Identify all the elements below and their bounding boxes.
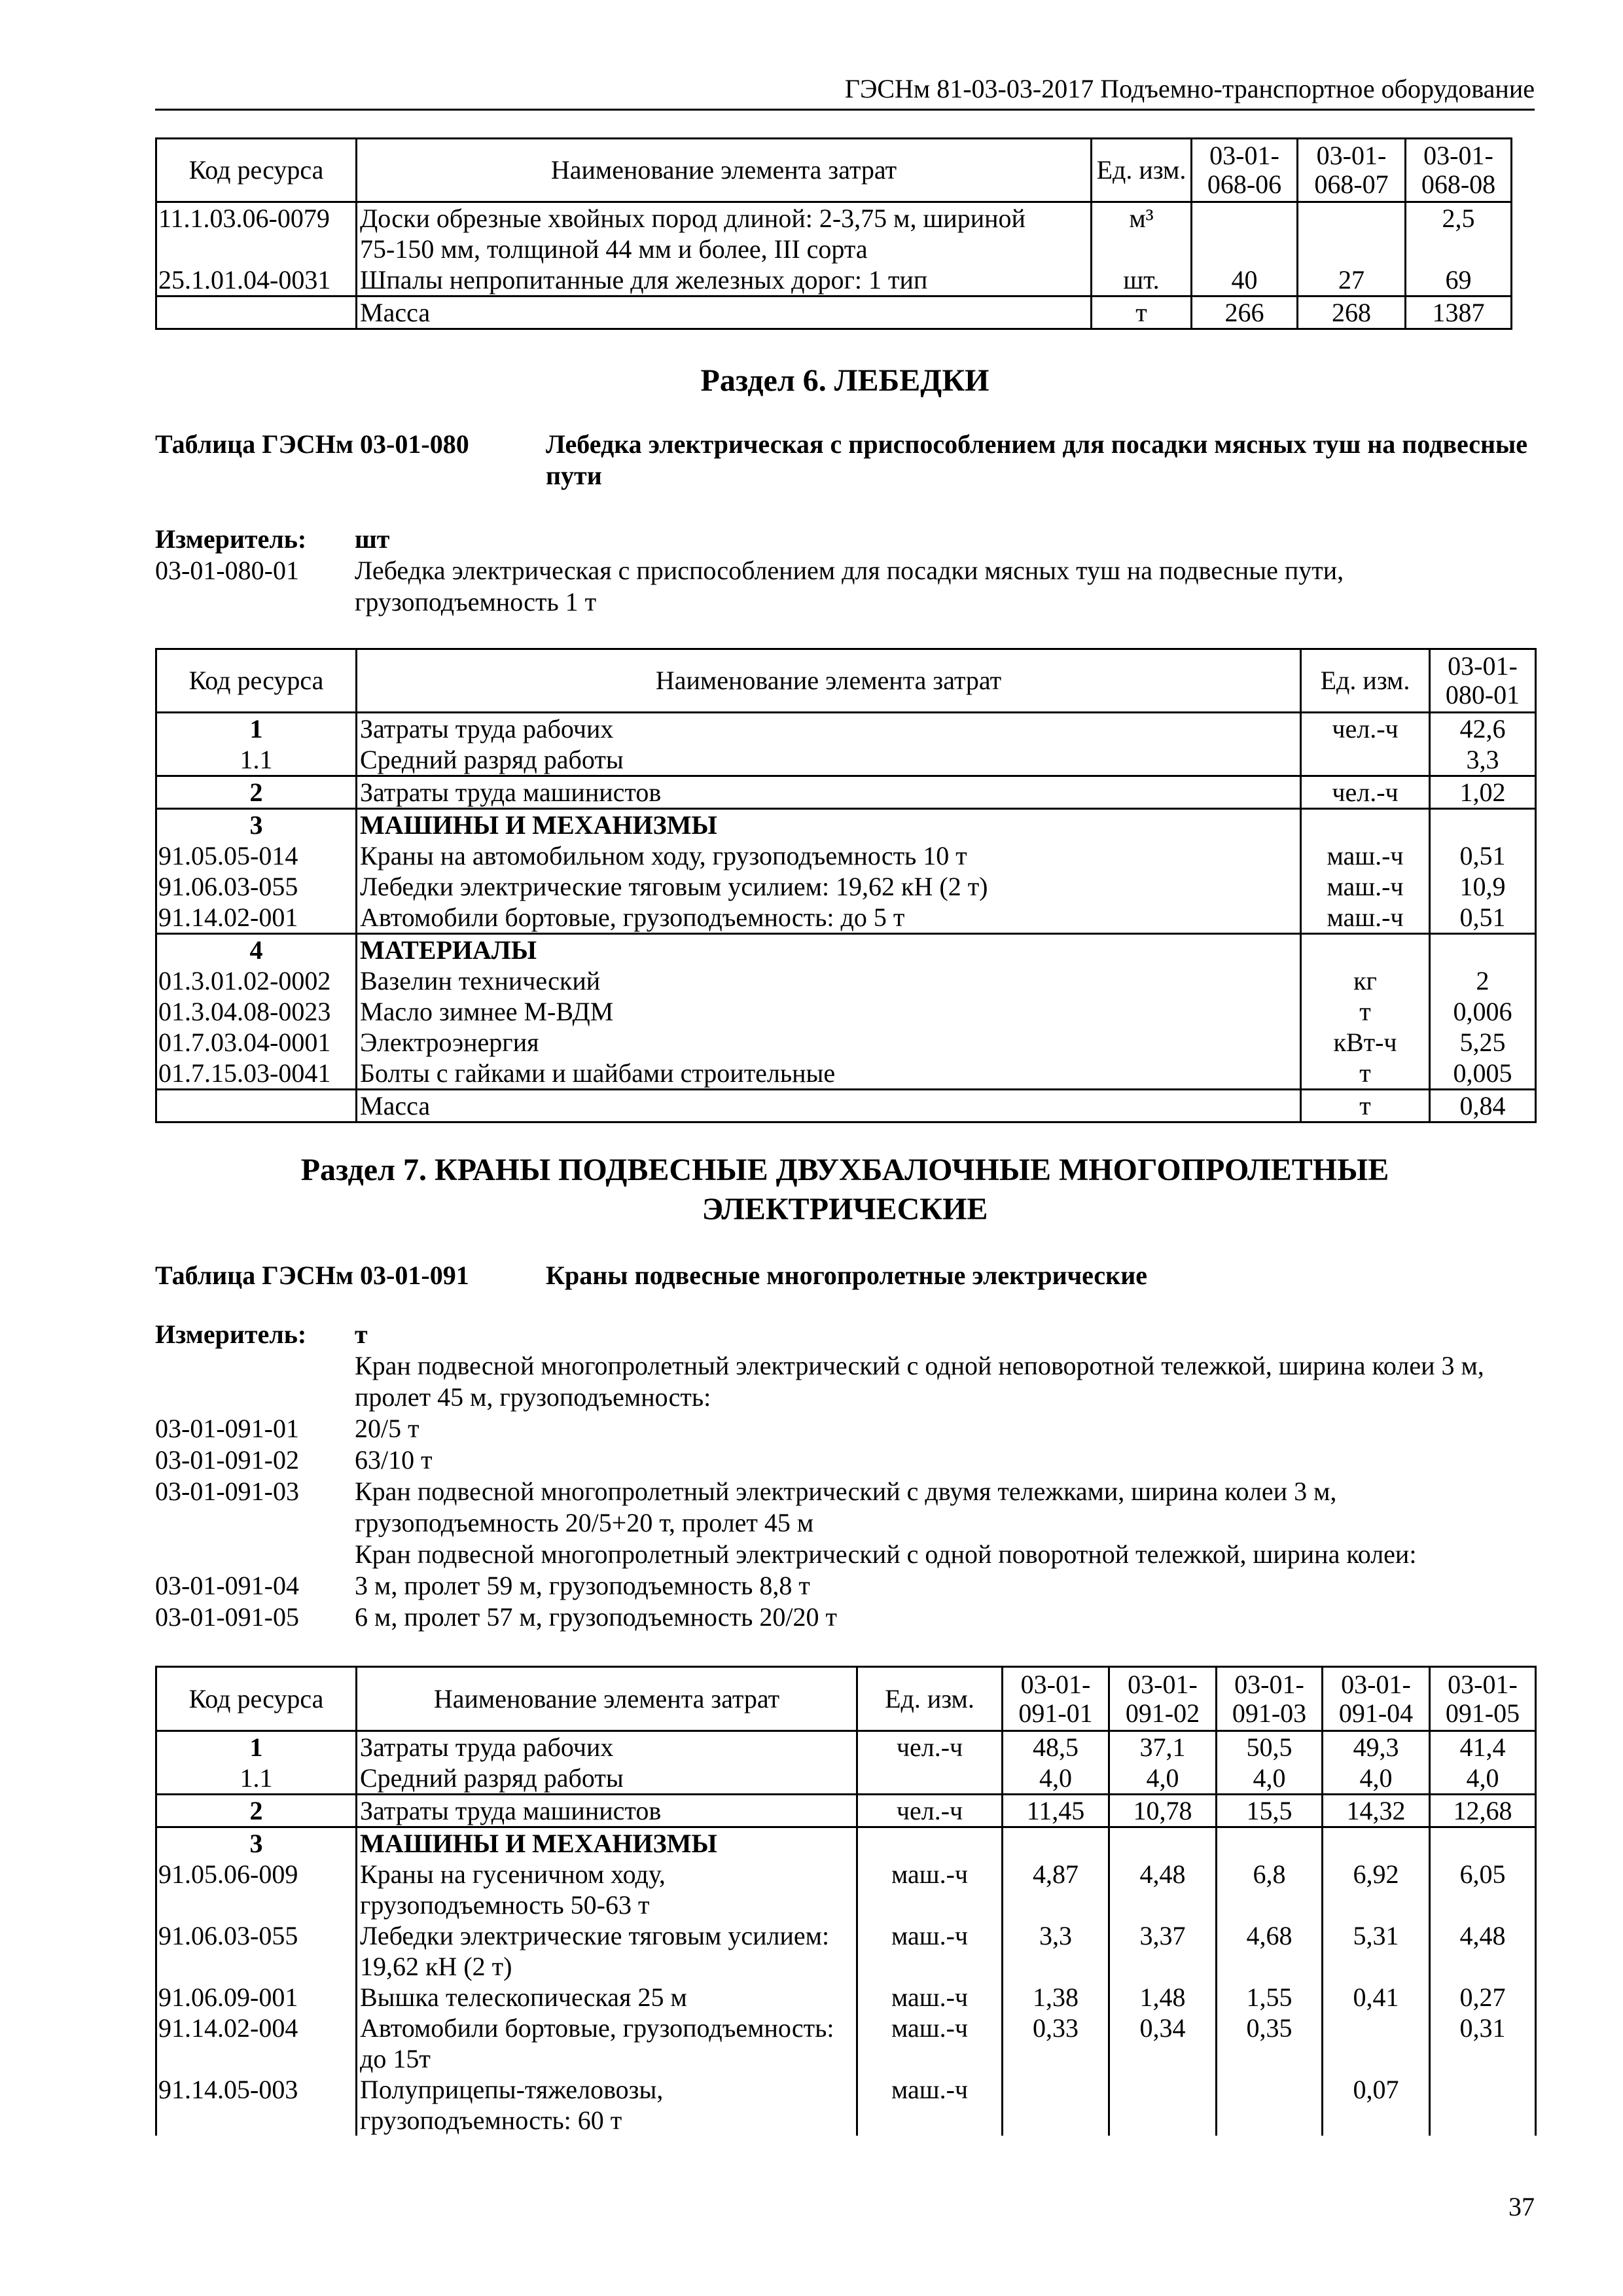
table-row: 2 Затраты труда машинистов чел.-ч 1,02 [156, 776, 1536, 809]
header-code: Код ресурса [156, 1667, 357, 1731]
header-unit: Ед. изм. [1301, 649, 1430, 713]
item-code: 03-01-091-04 [155, 1571, 299, 1600]
measure-unit: т [355, 1319, 368, 1349]
item-text: Кран подвесной многопролетный электрический с одной поворотной тележкой, ширина колеи: [355, 1539, 1417, 1569]
item-code: 03-01-091-05 [155, 1602, 299, 1632]
item-code: 03-01-091-01 [155, 1414, 299, 1443]
table-row: 91.06.09-001 Вышка телескопическая 25 м маш.-ч 1,38 1,48 1,55 0,41 0,27 [156, 1982, 1536, 2013]
table-row: 01.7.15.03-0041 Болты с гайками и шайбами строительные т 0,005 [156, 1058, 1536, 1090]
section-title [155, 1151, 1535, 1229]
item-text: 6 м, пролет 57 м, грузоподъемность 20/20 т [355, 1602, 837, 1632]
measure-unit: шт [355, 524, 390, 554]
table-row: 01.3.04.08-0023 Масло зимнее М-ВДМ т 0,006 [156, 996, 1536, 1027]
table-caption-title: Лебедка электрическая с приспособлением для посадки мясных туш на подвесные пути [546, 429, 1528, 490]
table-row: 91.14.05-003 Полуприцепы-тяжеловозы, грузоподъемность: 60 т маш.-ч 0,07 [156, 2074, 1536, 2136]
table-row: 91.06.03-055 Лебедки электрические тяговым усилием: 19,62 кН (2 т) маш.-ч 3,3 3,37 4,68 5,31 4,48 [156, 1920, 1536, 1982]
item-text: 20/5 т [355, 1414, 419, 1443]
header-col-3: 03-01-068-08 [1406, 139, 1512, 202]
table-row: 1 Затраты труда рабочих чел.-ч 48,5 37,1 50,5 49,3 41,4 [156, 1731, 1536, 1763]
table-row: Масса т 0,84 [156, 1090, 1536, 1122]
table-row: 01.7.03.04-0001 Электроэнергия кВт-ч 5,25 [156, 1027, 1536, 1058]
running-head: ГЭСНм 81-03-03-2017 Подъемно-транспортное оборудование [844, 74, 1535, 103]
table-caption [155, 429, 1535, 494]
header-col-1: 03-01-080-01 [1430, 649, 1536, 713]
table-row: 3 МАШИНЫ И МЕХАНИЗМЫ [156, 809, 1536, 841]
measure-block [155, 524, 1535, 622]
header-col-4: 03-01-091-04 [1323, 1667, 1430, 1731]
item-text: Кран подвесной многопролетный электрический с двумя тележками, ширина колеи 3 м, грузоподъемность 20/5+20 т, пролет 45 м [355, 1477, 1337, 1537]
table-row: Масса т 266 268 1387 [156, 296, 1512, 329]
section-title-line-2: ЭЛЕКТРИЧЕСКИЕ [702, 1192, 988, 1227]
table-row: 1.1 Средний разряд работы 3,3 [156, 744, 1536, 776]
measure-block [155, 1319, 1535, 1633]
table-row: 25.1.01.04-0031 Шпалы непропитанные для железных дорог: 1 тип шт. 40 27 69 [156, 264, 1512, 296]
header-code: Код ресурса [156, 139, 357, 202]
item-code: 03-01-091-03 [155, 1477, 299, 1506]
measure-label: Измеритель: [155, 1319, 307, 1349]
header-name: Наименование элемента затрат [357, 139, 1092, 202]
table-row: 2 Затраты труда машинистов чел.-ч 11,45 10,78 15,5 14,32 12,68 [156, 1795, 1536, 1827]
table-row: 3 МАШИНЫ И МЕХАНИЗМЫ [156, 1827, 1536, 1859]
header-col-3: 03-01-091-03 [1217, 1667, 1323, 1731]
table-caption-label: Таблица ГЭСНм 03-01-080 [155, 429, 469, 459]
header-col-2: 03-01-068-07 [1298, 139, 1406, 202]
page-number: 37 [1508, 2192, 1535, 2221]
header-unit: Ед. изм. [1092, 139, 1192, 202]
header-col-2: 03-01-091-02 [1109, 1667, 1217, 1731]
item-text: Лебедка электрическая с приспособлением для посадки мясных туш на подвесные пути, грузоподъемность 1 т [355, 556, 1344, 617]
table-row: 91.14.02-004 Автомобили бортовые, грузоподъемность: до 15т маш.-ч 0,33 0,34 0,35 0,31 [156, 2013, 1536, 2074]
table-caption-label: Таблица ГЭСНм 03-01-091 [155, 1261, 469, 1290]
item-text: 3 м, пролет 59 м, грузоподъемность 8,8 т [355, 1571, 810, 1600]
table-row: 1.1 Средний разряд работы 4,0 4,0 4,0 4,0 4,0 [156, 1763, 1536, 1795]
header-name: Наименование элемента затрат [357, 1667, 857, 1731]
table-top [155, 137, 1512, 330]
table-caption-title: Краны подвесные многопролетные электрические [546, 1261, 1148, 1290]
item-text: Кран подвесной многопролетный электрический с одной неповоротной тележкой, ширина колеи 3 м, пролет 45 м, грузоподъемность: [355, 1351, 1484, 1412]
table-row: 4 МАТЕРИАЛЫ [156, 934, 1536, 966]
header-col-1: 03-01-091-01 [1003, 1667, 1109, 1731]
table-row: 75-150 мм, толщиной 44 мм и более, III сорта [156, 234, 1512, 264]
table-row: 1 Затраты труда рабочих чел.-ч 42,6 [156, 713, 1536, 745]
header-col-5: 03-01-091-05 [1430, 1667, 1536, 1731]
table-03-01-080 [155, 648, 1537, 1123]
measure-label: Измеритель: [155, 524, 307, 554]
header-unit: Ед. изм. [857, 1667, 1003, 1731]
header-col-1: 03-01-068-06 [1192, 139, 1298, 202]
item-code: 03-01-080-01 [155, 556, 299, 585]
table-row: 91.05.06-009 Краны на гусеничном ходу, грузоподъемность 50-63 т маш.-ч 4,87 4,48 6,8 6,92 6,05 [156, 1859, 1536, 1920]
table-row: 91.05.05-014 Краны на автомобильном ходу, грузоподъемность 10 т маш.-ч 0,51 [156, 840, 1536, 871]
item-code: 03-01-091-02 [155, 1445, 299, 1475]
table-caption [155, 1260, 1535, 1293]
table-03-01-091 [155, 1666, 1537, 2136]
header-rule [155, 109, 1535, 111]
section-title: Раздел 6. ЛЕБЕДКИ [700, 363, 990, 398]
table-row: 01.3.01.02-0002 Вазелин технический кг 2 [156, 965, 1536, 996]
section-title-line-1: Раздел 7. КРАНЫ ПОДВЕСНЫЕ ДВУХБАЛОЧНЫЕ МНОГОПРОЛЕТНЫЕ [300, 1153, 1389, 1187]
table-row: 91.14.02-001 Автомобили бортовые, грузоподъемность: до 5 т маш.-ч 0,51 [156, 902, 1536, 934]
table-row: 91.06.03-055 Лебедки электрические тяговым усилием: 19,62 кН (2 т) маш.-ч 10,9 [156, 871, 1536, 902]
header-code: Код ресурса [156, 649, 357, 713]
header-name: Наименование элемента затрат [357, 649, 1301, 713]
item-text: 63/10 т [355, 1445, 433, 1475]
table-row: 11.1.03.06-0079 Доски обрезные хвойных пород длиной: 2-3,75 м, шириной м³ 2,5 [156, 202, 1512, 234]
